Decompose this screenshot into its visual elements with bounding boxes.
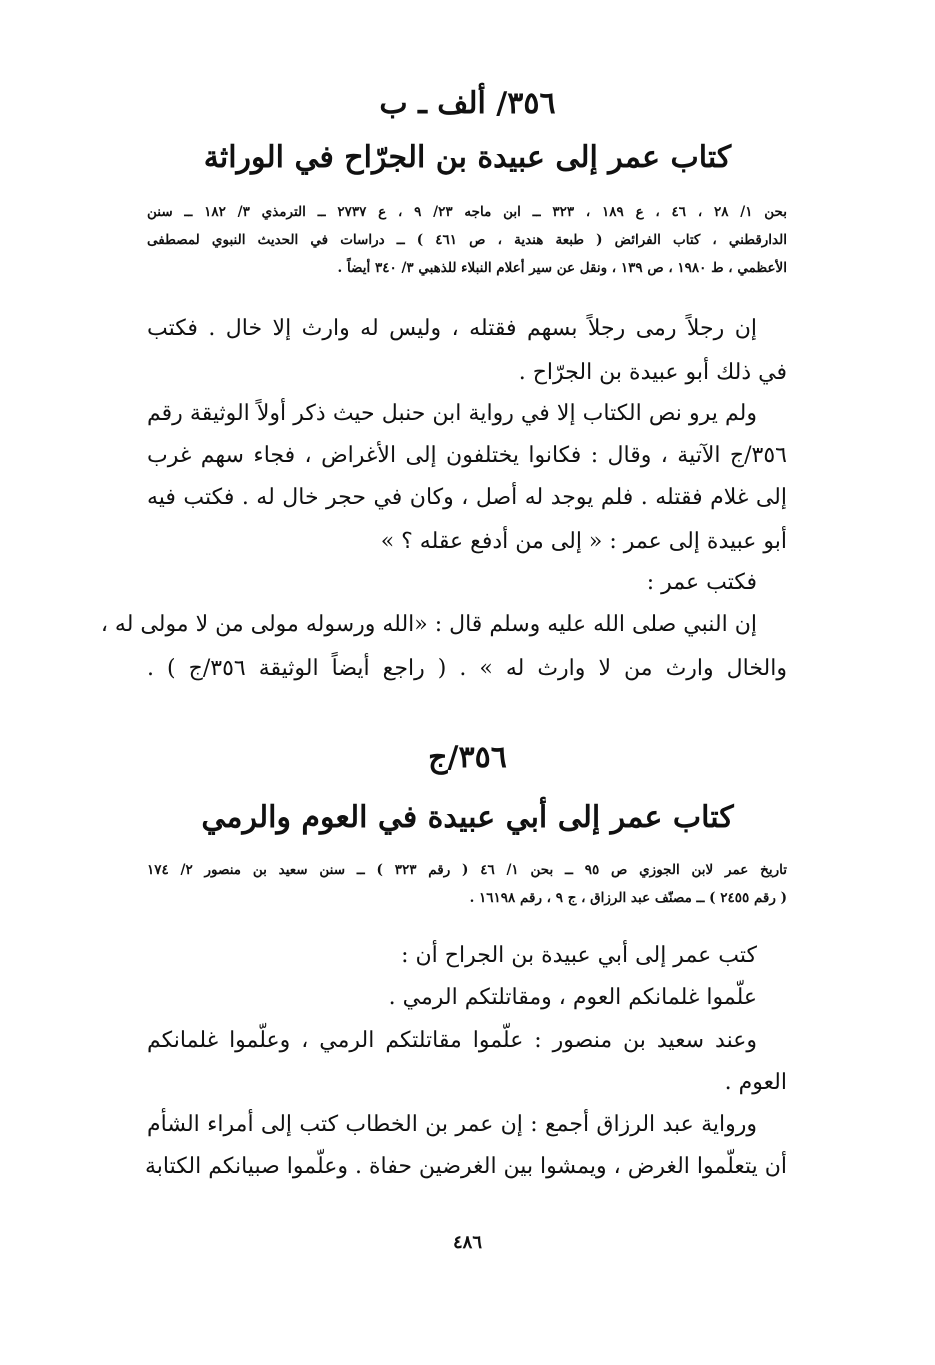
section-1-body-line: أبو عبيدة إلى عمر : « إلى من أدفع عقله ؟ » <box>380 529 787 554</box>
section-2-source-line: ( رقم ٢٤٥٥ ) ــ مصنّف عبد الرزاق ، ج ٩ ، رقم ١٦١٩٨ . <box>469 890 787 906</box>
section-1-source-line: الأعظمي ، ط ١٩٨٠ ، ص ١٣٩ ، ونقل عن سير أعلام النبلاء للذهبي ٣/ ٣٤٠ أيضاً . <box>337 260 787 276</box>
page-number: ٤٨٦ <box>452 1232 482 1253</box>
section-1-body-line: ولم يرو نص الكتاب إلا في رواية ابن حنبل حيث ذكر أولاً الوثيقة رقم <box>147 401 757 426</box>
section-1-source-line: بحن ١/ ٢٨ ، ٤٦ ، ع ١٨٩ ، ٣٢٣ ــ ابن ماجه ٢٣/ ٩ ، ع ٢٧٣٧ ــ الترمذي ٣/ ١٨٢ ــ سنن <box>147 204 787 220</box>
section-1-number: ٣٥٦/ ألف ـ ب <box>379 86 556 121</box>
section-1-title: كتاب عمر إلى عبيدة بن الجرّاح في الوراثة <box>203 140 732 175</box>
section-1-body-line: ٣٥٦/ج الآتية ، وقال : فكانوا يختلفون إلى الأغراض ، فجاء سهم غرب <box>147 443 787 468</box>
section-1-body-line: والخال وارث من لا وارث له » . ( راجع أيضاً الوثيقة ٣٥٦/ج ) . <box>147 656 787 681</box>
section-2-body-line: كتب عمر إلى أبي عبيدة بن الجراح أن : <box>401 943 757 968</box>
section-2-source-line: تاريخ عمر لابن الجوزي ص ٩٥ ــ بحن ١/ ٤٦ ( رقم ٣٢٣ ) ــ سنن سعيد بن منصور ٢/ ١٧٤ <box>147 862 787 878</box>
section-2-body-line: العوم . <box>724 1070 787 1095</box>
section-1-source-line: الدارقطني ، كتاب الفرائض ( طبعة هندية ، ص ٤٦١ ) ــ دراسات في الحديث النبوي لمصطفى <box>147 232 787 248</box>
section-1-body-line: إن النبي صلى الله عليه وسلم قال : «الله ورسوله مولى من لا مولى له ، <box>100 612 757 637</box>
section-1-body-line: إن رجلاً رمى رجلاً بسهم فقتله ، وليس له وارث إلا خال . فكتب <box>147 316 757 341</box>
section-2-body-line: وعند سعيد بن منصور : علّموا مقاتلتكم الرمي ، وعلّموا غلمانكم <box>147 1028 757 1053</box>
section-2-body-line: ورواية عبد الرزاق أجمع : إن عمر بن الخطاب كتب إلى أمراء الشأم <box>147 1112 757 1137</box>
section-1-body-line: فكتب عمر : <box>646 570 757 595</box>
section-2-number: ٣٥٦/ج <box>428 740 507 775</box>
section-1-body-line: إلى غلام فقتله . فلم يوجد له أصل ، وكان في حجر خال له . فكتب فيه <box>147 485 787 510</box>
section-1-body-line: في ذلك أبو عبيدة بن الجرّاح . <box>518 360 787 385</box>
section-2-title: كتاب عمر إلى أبي عبيدة في العوم والرمي <box>201 800 734 835</box>
section-2-body-line: علّموا غلمانكم العوم ، ومقاتلتكم الرمي . <box>388 985 757 1010</box>
section-2-body-line: أن يتعلّموا الغرض ، ويمشوا بين الغرضين حفاة . وعلّموا صبيانكم الكتابة <box>144 1154 787 1179</box>
